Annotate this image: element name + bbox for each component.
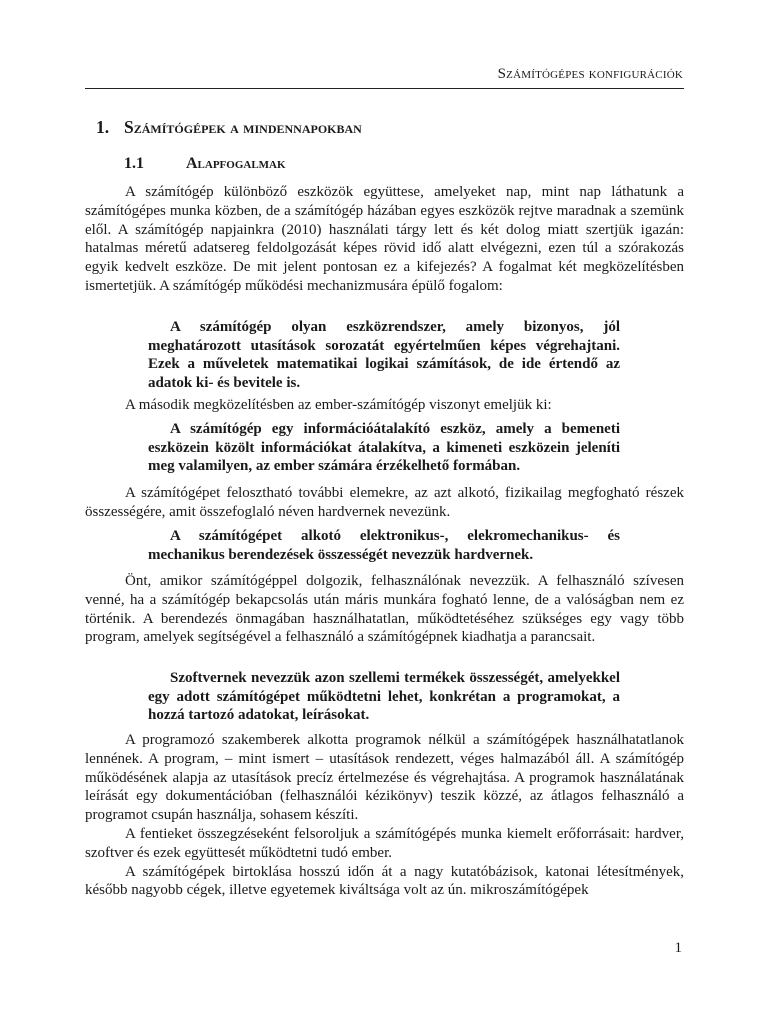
- paragraph-block-2: [85, 396, 684, 415]
- definition-text: A számítógépet alkotó elektronikus-, elekromechanikus- és mechanikus berendezések összességét nevezzük hardvernek.: [148, 528, 620, 563]
- paragraph-block-4: [85, 572, 684, 647]
- paragraph: Önt, amikor számítógéppel dolgozik, felhasználónak nevezzük. A felhasználó szívesen venné, ha a számítógép bekapcsolás után máris munkára fogható lenne, de a valóságban nem ez történik. A berendezés önmagában használhatatlan, működtetéséhez szükséges egy vagy több program, amelyek segítségével a felhasználó a számítógépnek kiadhatja a parancsait.: [85, 573, 684, 646]
- chapter-heading: [96, 117, 362, 138]
- paragraph-block-5: [85, 731, 684, 900]
- running-head: Számítógépes konfigurációk: [497, 66, 683, 82]
- chapter-number: 1.: [96, 117, 110, 137]
- definition-computer-system: [148, 318, 620, 392]
- definition-text: A számítógép olyan eszközrendszer, amely bizonyos, jól meghatározott utasítások sorozatát egyértelműen képes végrehajtani. Ezek a műveletek matematikai logikai számítások, de ide értendő az adatok ki- és bevitele is.: [148, 319, 620, 391]
- section-title: Alapfogalmak: [186, 155, 286, 172]
- definition-hardware: [148, 527, 620, 564]
- paragraph: A számítógépet felosztható további elemekre, az azt alkotó, fizikailag megfogható részek összességére, amit összefoglaló néven hardvernek nevezünk.: [85, 485, 684, 520]
- paragraph-block-3: [85, 484, 684, 522]
- chapter-title: Számítógépek a mindennapokban: [124, 117, 362, 137]
- page-number: 1: [674, 940, 682, 956]
- section-number: 1.1: [124, 155, 144, 172]
- definition-software: [148, 669, 620, 725]
- section-heading: [124, 155, 286, 173]
- paragraph-block-1: [85, 183, 684, 296]
- paragraph: A fentieket összegzéseként felsoroljuk a számítógépés munka kiemelt erőforrásait: hardver, szoftver és ezek együttesét működtetni tudó ember.: [85, 825, 684, 861]
- paragraph: A számítógépek birtoklása hosszú időn át a nagy kutatóbázisok, katonai létesítmények, később nagyobb cégek, illetve egyetemek kiváltsága volt az ún. mikroszámítógépek: [85, 863, 684, 899]
- definition-text: Szoftvernek nevezzük azon szellemi termékek összességét, amelyekkel egy adott számítógépet működtetni lehet, konkrétan a programokat, a hozzá tartozó adatokat, leírásokat.: [148, 670, 620, 724]
- paragraph: A második megközelítésben az ember-számítógép viszonyt emeljük ki:: [125, 397, 552, 413]
- definition-information-transformer: [148, 420, 620, 476]
- paragraph: A programozó szakemberek alkotta programok nélkül a számítógépek használhatatlanok lennének. A program, – mint ismert – utasítások rendezett, véges halmazából áll. A számítógép működésének alapja az utasítások precíz értelmezése és végrehajtása. A programok használatának leírását egy dokumentációban (felhasználói kézikönyv) teszik közzé, az átlagos felhasználó a programot csupán használja, sohasem készíti.: [85, 732, 684, 824]
- paragraph: A számítógép különböző eszközök együttese, amelyeket nap, mint nap láthatunk a számítógépes munka közben, de a számítógép házában egyes eszközök rejtve maradnak a szemünk elől. A számítógép napjainkra (2010) használati tárgy lett és két dolog miatt szertjük igazán: hatalmas méretű adatsereg feldolgozását képes rövid idő alatt elvégezni, ezen túl a szórakozás egyik kedvelt eszköze. De mit jelent pontosan ez a kifejezés? A fogalmat két megközelítésben ismertetjük. A számítógép működési mechanizmusára épülő fogalom:: [85, 184, 684, 294]
- definition-text: A számítógép egy információátalakító eszköz, amely a bemeneti eszközein közölt információkat átalakítva, a kimeneti eszközein jeleníti meg valamilyen, az ember számára érzékelhető formában.: [148, 421, 620, 475]
- header-rule: [85, 88, 684, 89]
